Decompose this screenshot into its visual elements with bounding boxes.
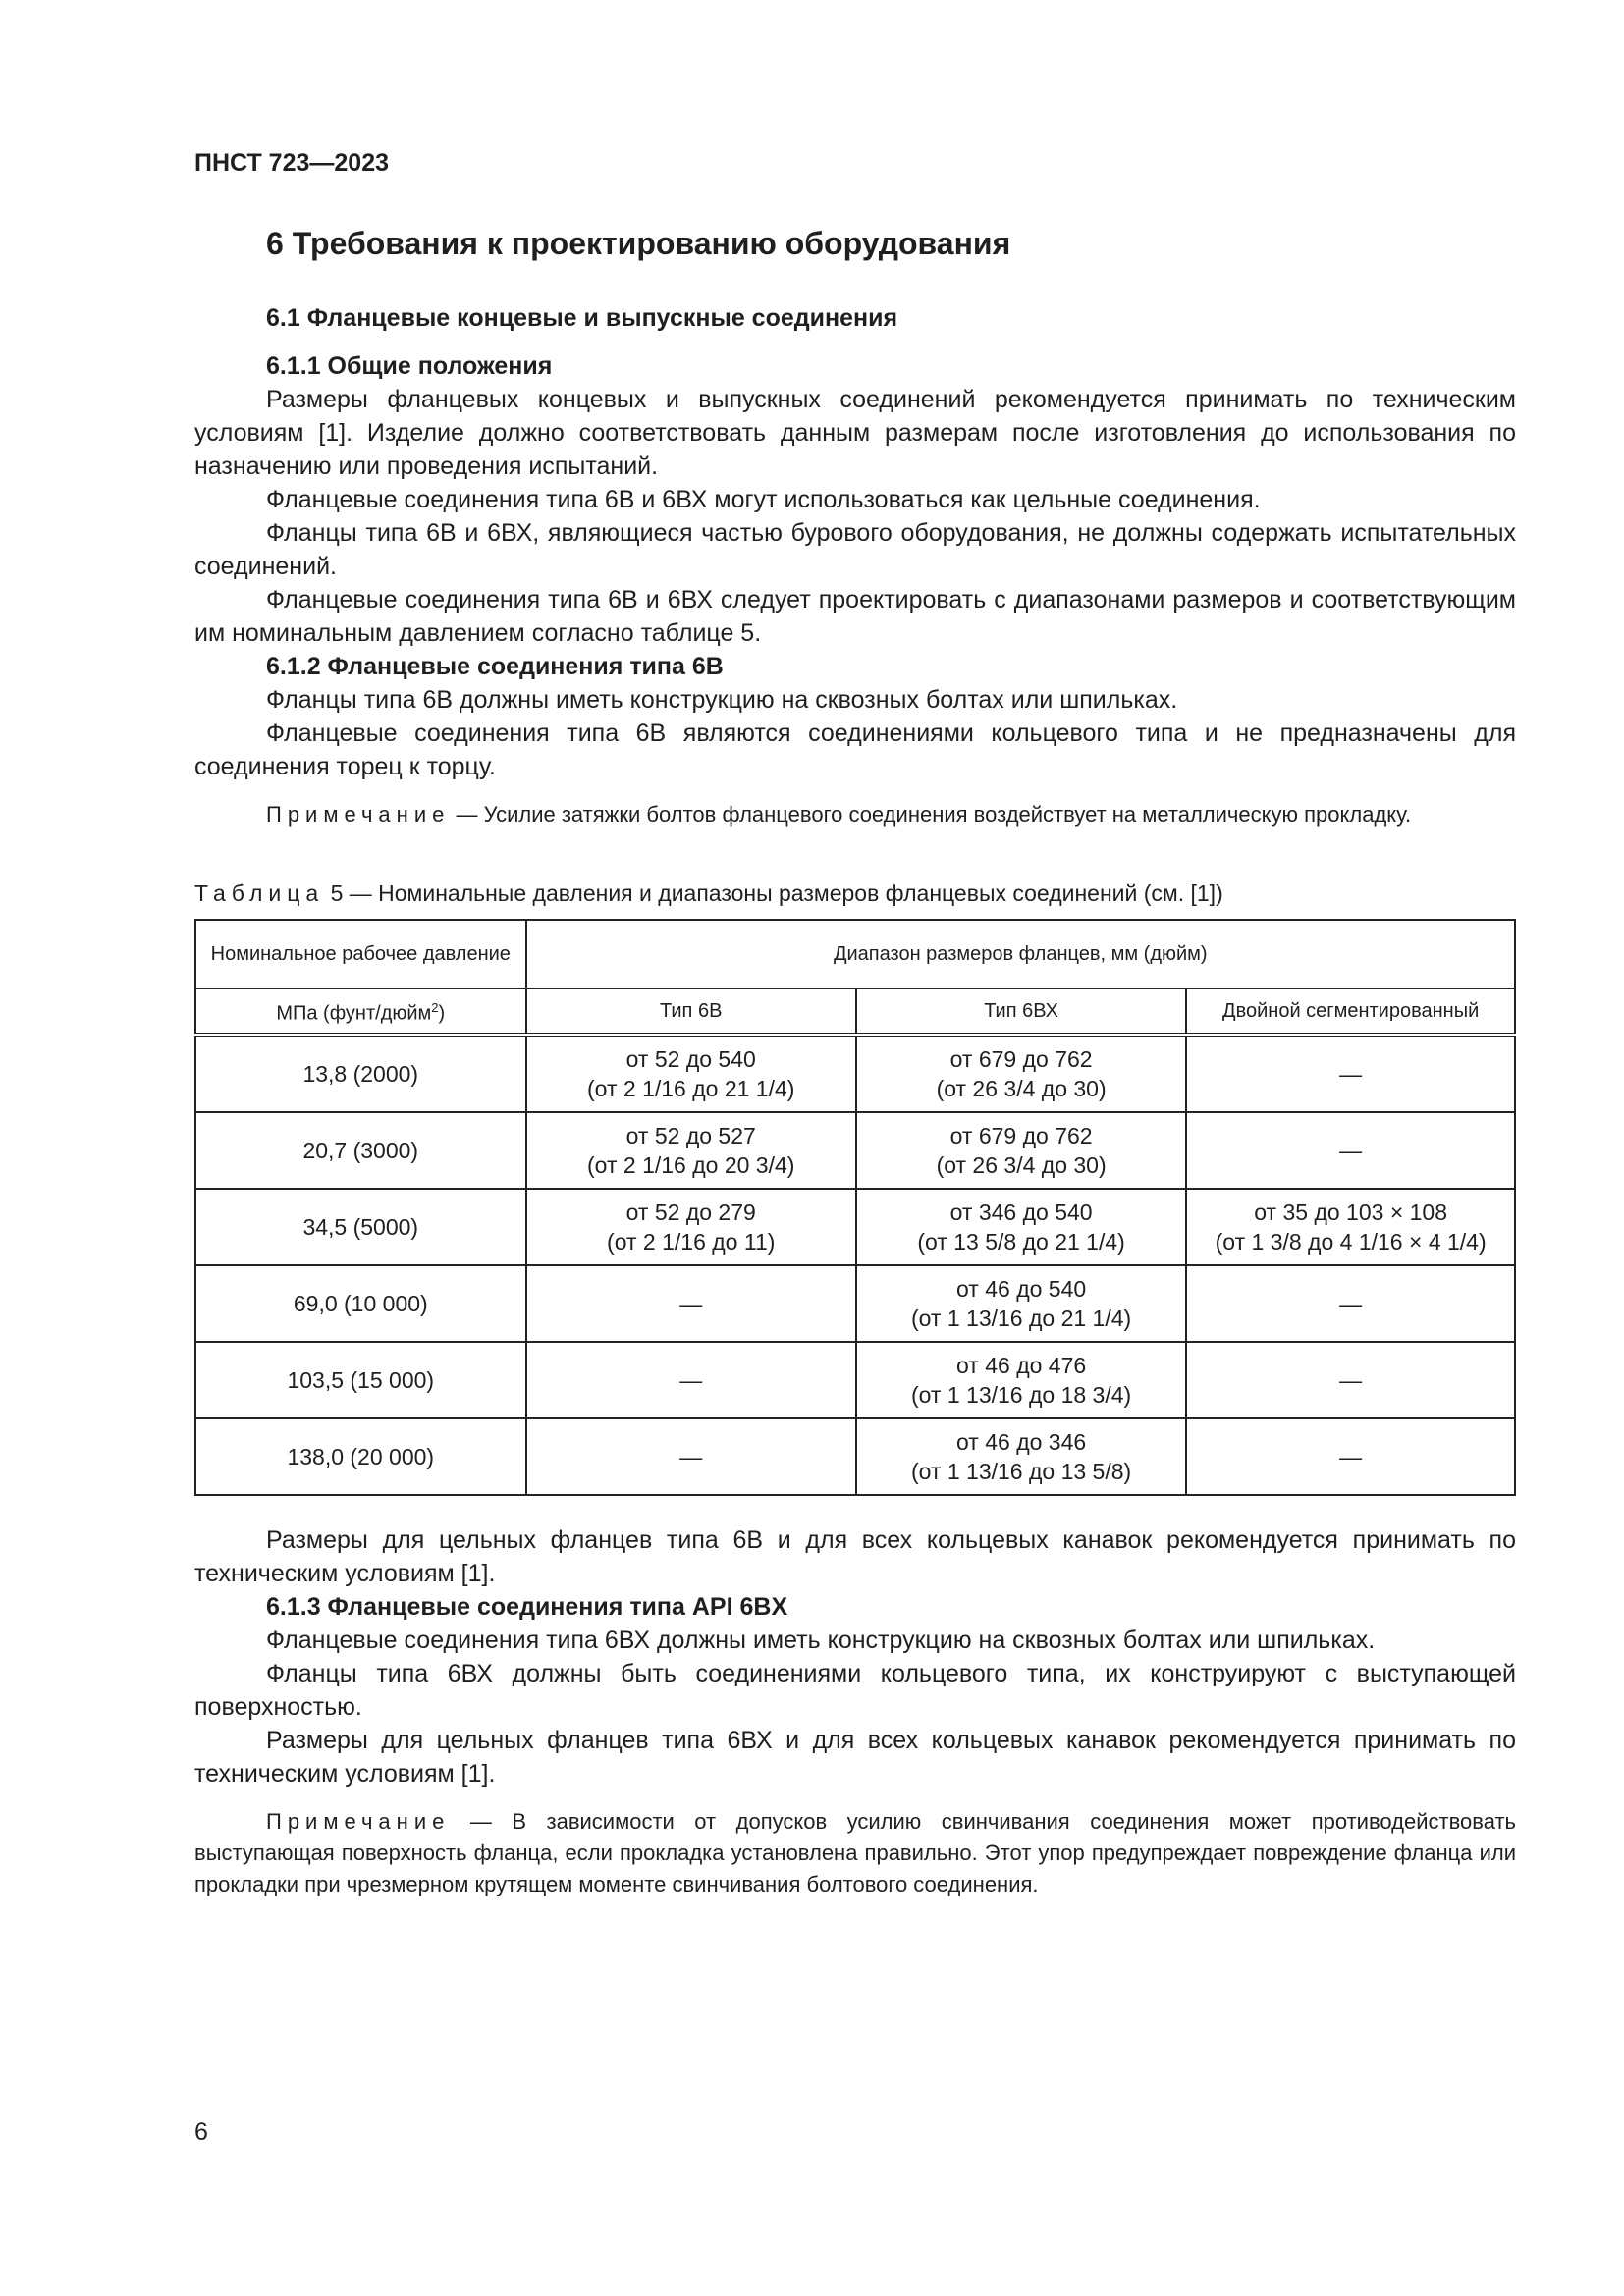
section-title: 6 Требования к проектированию оборудования (266, 226, 1011, 261)
table-caption-label: Таблица (194, 881, 325, 906)
header-cell-pressure: Номинальное рабочее давление (195, 920, 526, 988)
table-caption-text: 5 — Номинальные давления и диапазоны размеров фланцевых соединений (см. [1]) (324, 881, 1223, 906)
note-text: — Усилие затяжки болтов фланцевого соединения воздействует на металлическую прокладку. (450, 802, 1412, 827)
cell-type-6b: от 52 до 527 (от 2 1/16 до 20 3/4) (526, 1112, 856, 1189)
flange-table (194, 919, 1516, 1496)
header-cell-type-6bx: Тип 6ВХ (856, 988, 1186, 1035)
cell-double: — (1186, 1035, 1515, 1112)
cell-type-6bx: от 46 до 476 (от 1 13/16 до 18 3/4) (856, 1342, 1186, 1418)
cell-double: — (1186, 1418, 1515, 1495)
cell-type-6bx: от 346 до 540 (от 13 5/8 до 21 1/4) (856, 1189, 1186, 1265)
table-row (195, 1189, 1515, 1265)
table-header-row (195, 920, 1515, 988)
paragraph: Фланцевые соединения типа 6ВХ должны иметь конструкцию на сквозных болтах или шпильках. (266, 1627, 1376, 1654)
table-row (195, 1265, 1515, 1342)
note-text: — В зависимости от допусков усилию свинчивания соединения может противодействовать выступающая поверхность фланца, если прокладка установлена правильно. Этот упор предупреждает повреждение фланца или прокладки при чрезмерном крутящем моменте свинчивания болтового соединения. (194, 1809, 1516, 1896)
header-cell-type-6b: Тип 6В (526, 988, 856, 1035)
paragraph: Размеры для цельных фланцев типа 6ВХ и для всех кольцевых канавок рекомендуется принимать по техническим условиям [1]. (194, 1727, 1516, 1788)
clause-6-1-1-title: 6.1.1 Общие положения (266, 352, 553, 380)
paragraph: Размеры для цельных фланцев типа 6В и для всех кольцевых канавок рекомендуется принимать по техническим условиям [1]. (194, 1526, 1516, 1587)
paragraph: Фланцевые соединения типа 6В и 6ВХ могут использоваться как цельные соединения. (266, 486, 1261, 513)
cell-pressure: 138,0 (20 000) (195, 1418, 526, 1495)
paragraph: Фланцевые соединения типа 6В и 6ВХ следует проектировать с диапазонами размеров и соответствующим им номинальным давлением согласно таблице 5. (194, 586, 1516, 647)
paragraph: Фланцы типа 6В должны иметь конструкцию на сквозных болтах или шпильках. (266, 686, 1178, 714)
cell-type-6bx: от 679 до 762 (от 26 3/4 до 30) (856, 1035, 1186, 1112)
cell-double: — (1186, 1265, 1515, 1342)
header-cell-double: Двойной сегментированный (1186, 988, 1515, 1035)
clause-6-1-2-title: 6.1.2 Фланцевые соединения типа 6В (266, 653, 724, 680)
cell-double: — (1186, 1112, 1515, 1189)
clause-6-1-3-title: 6.1.3 Фланцевые соединения типа API 6BX (266, 1593, 788, 1621)
cell-pressure: 34,5 (5000) (195, 1189, 526, 1265)
table-row (195, 1418, 1515, 1495)
cell-pressure: 103,5 (15 000) (195, 1342, 526, 1418)
paragraph: Фланцы типа 6ВХ должны быть соединениями кольцевого типа, их конструируют с выступающей поверхностью. (194, 1660, 1516, 1721)
cell-pressure: 69,0 (10 000) (195, 1265, 526, 1342)
cell-double: от 35 до 103 × 108 (от 1 3/8 до 4 1/16 × 4 1/4) (1186, 1189, 1515, 1265)
cell-type-6bx: от 46 до 540 (от 1 13/16 до 21 1/4) (856, 1265, 1186, 1342)
document-code: ПНСТ 723—2023 (194, 149, 389, 177)
cell-type-6b: — (526, 1265, 856, 1342)
header-cell-range: Диапазон размеров фланцев, мм (дюйм) (526, 920, 1515, 988)
cell-type-6bx: от 679 до 762 (от 26 3/4 до 30) (856, 1112, 1186, 1189)
page-number: 6 (194, 2118, 208, 2146)
cell-type-6bx: от 46 до 346 (от 1 13/16 до 13 5/8) (856, 1418, 1186, 1495)
cell-pressure: 13,8 (2000) (195, 1035, 526, 1112)
paragraph: Размеры фланцевых концевых и выпускных соединений рекомендуется принимать по техническим условиям [1]. Изделие должно соответствовать данным размерам после изготовления до использования по назначению или проведения испытаний. (194, 386, 1516, 480)
table-row (195, 1342, 1515, 1418)
cell-type-6b: — (526, 1418, 856, 1495)
paragraph: Фланцы типа 6В и 6ВХ, являющиеся частью бурового оборудования, не должны содержать испытательных соединений. (194, 519, 1516, 580)
table-subheader-row (195, 988, 1515, 1035)
page-content (194, 222, 1516, 1900)
cell-type-6b: — (526, 1342, 856, 1418)
note-label: Примечание (266, 802, 451, 827)
note (194, 1806, 1516, 1900)
paragraph: Фланцевые соединения типа 6В являются соединениями кольцевого типа и не предназначены для соединения торец к торцу. (194, 720, 1516, 780)
table-caption (194, 878, 1516, 909)
subsection-title: 6.1 Фланцевые концевые и выпускные соединения (266, 304, 898, 332)
note-label: Примечание (266, 1809, 451, 1834)
table-row (195, 1112, 1515, 1189)
header-cell-unit: МПа (фунт/дюйм$^2$) (195, 988, 526, 1035)
cell-pressure: 20,7 (3000) (195, 1112, 526, 1189)
cell-type-6b: от 52 до 540 (от 2 1/16 до 21 1/4) (526, 1035, 856, 1112)
cell-double: — (1186, 1342, 1515, 1418)
table-row (195, 1035, 1515, 1112)
cell-type-6b: от 52 до 279 (от 2 1/16 до 11) (526, 1189, 856, 1265)
note (194, 799, 1516, 830)
